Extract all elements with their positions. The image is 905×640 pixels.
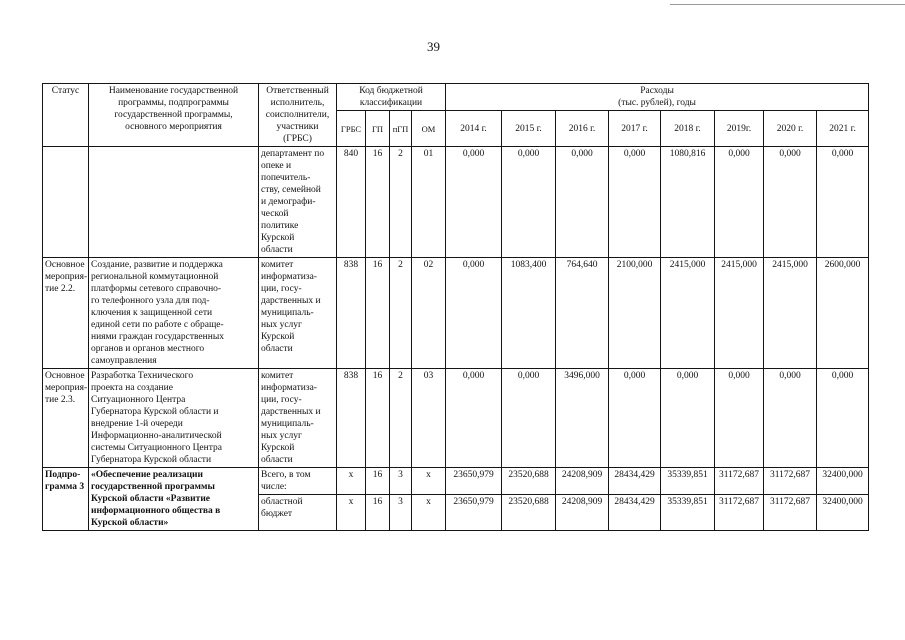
expense-2018: 1080,816 <box>661 147 715 258</box>
expense-2021: 32400,000 <box>817 468 869 495</box>
code-gp: 16 <box>366 468 390 495</box>
header-year-2017: 2017 г. <box>609 111 661 147</box>
expense-2017: 0,000 <box>609 147 661 258</box>
expense-2020: 0,000 <box>764 147 817 258</box>
code-pgp: 3 <box>390 495 412 531</box>
header-year-2015: 2015 г. <box>502 111 556 147</box>
header-year-2020: 2020 г. <box>764 111 817 147</box>
scan-edge-line <box>670 4 905 5</box>
responsible-executor: комитет информатиза- ции, госу- дарственных и муниципаль- ных услуг Курской области <box>259 258 337 369</box>
expense-2015: 23520,688 <box>502 468 556 495</box>
code-pgp: 3 <box>390 468 412 495</box>
expense-2018: 0,000 <box>661 369 715 468</box>
expense-2020: 0,000 <box>764 369 817 468</box>
row-status: Основное мероприя- тие 2.2. <box>43 258 89 369</box>
code-grbs: x <box>337 468 366 495</box>
expense-2015: 23520,688 <box>502 495 556 531</box>
expense-2017: 2100,000 <box>609 258 661 369</box>
code-pgp: 2 <box>390 258 412 369</box>
code-pgp: 2 <box>390 147 412 258</box>
responsible-executor: комитет информатиза- ции, госу- дарственных и муниципаль- ных услуг Курской области <box>259 369 337 468</box>
code-grbs: 838 <box>337 369 366 468</box>
budget-table <box>42 83 869 531</box>
expense-2015: 1083,400 <box>502 258 556 369</box>
expense-2017: 28434,429 <box>609 468 661 495</box>
table-row <box>43 147 869 258</box>
responsible-executor: департамент по опеке и попечитель- ству, семейной и демографи- ческой политике Курской области <box>259 147 337 258</box>
code-om: x <box>412 495 446 531</box>
header-code-pgp: пГП <box>390 111 412 147</box>
expense-2016: 24208,909 <box>556 468 609 495</box>
expense-2018: 35339,851 <box>661 468 715 495</box>
page-number: 39 <box>427 39 440 54</box>
expense-2021: 0,000 <box>817 369 869 468</box>
expense-2016: 0,000 <box>556 147 609 258</box>
code-om: 02 <box>412 258 446 369</box>
header-code-gp: ГП <box>366 111 390 147</box>
row-name <box>89 147 259 258</box>
header-year-2016: 2016 г. <box>556 111 609 147</box>
table-header-row <box>43 84 869 111</box>
expense-2014: 23650,979 <box>446 495 502 531</box>
header-year-2021: 2021 г. <box>817 111 869 147</box>
header-year-2019: 2019г. <box>715 111 764 147</box>
expense-2019: 31172,687 <box>715 495 764 531</box>
expense-2020: 31172,687 <box>764 468 817 495</box>
expense-2017: 28434,429 <box>609 495 661 531</box>
expense-2018: 2415,000 <box>661 258 715 369</box>
code-pgp: 2 <box>390 369 412 468</box>
row-status <box>43 147 89 258</box>
header-program-name: Наименование государственной программы, подпрограммы государственной программы, основного мероприятия <box>89 84 259 147</box>
header-budget-classification-code: Код бюджетной классификации <box>337 84 446 111</box>
expense-2014: 23650,979 <box>446 468 502 495</box>
expense-2019: 2415,000 <box>715 258 764 369</box>
code-grbs: 840 <box>337 147 366 258</box>
header-status: Статус <box>43 84 89 147</box>
expense-2014: 0,000 <box>446 147 502 258</box>
expense-2014: 0,000 <box>446 369 502 468</box>
expense-2016: 3496,000 <box>556 369 609 468</box>
code-gp: 16 <box>366 258 390 369</box>
header-responsible-executor: Ответственный исполнитель, соисполнители, участники (ГРБС) <box>259 84 337 147</box>
row-name: Разработка Технического проекта на создание Ситуационного Центра Губернатора Курской области и внедрение 1-й очереди Информационно-аналитической системы Ситуационного Центра Губернатора Курской области <box>89 369 259 468</box>
table-row <box>43 258 869 369</box>
code-gp: 16 <box>366 369 390 468</box>
row-status: Основное мероприя- тие 2.3. <box>43 369 89 468</box>
table-row <box>43 369 869 468</box>
expense-2020: 31172,687 <box>764 495 817 531</box>
expense-2017: 0,000 <box>609 369 661 468</box>
expense-2015: 0,000 <box>502 369 556 468</box>
code-gp: 16 <box>366 495 390 531</box>
responsible-executor: Всего, в том числе: <box>259 468 337 495</box>
code-grbs: 838 <box>337 258 366 369</box>
row-status: Подпро- грамма 3 <box>43 468 89 531</box>
expense-2019: 0,000 <box>715 369 764 468</box>
expense-2015: 0,000 <box>502 147 556 258</box>
code-gp: 16 <box>366 147 390 258</box>
row-name: Создание, развитие и поддержка региональной коммутационной платформы сетевого справочно- го телефонного узла для под- ключения к защищенной сети единой сети по работе с обраще- ниями граждан государственных органов и органов местного самоуправления <box>89 258 259 369</box>
expense-2020: 2415,000 <box>764 258 817 369</box>
expense-2018: 35339,851 <box>661 495 715 531</box>
expense-2021: 0,000 <box>817 147 869 258</box>
expense-2016: 764,640 <box>556 258 609 369</box>
expense-2016: 24208,909 <box>556 495 609 531</box>
responsible-executor: областной бюджет <box>259 495 337 531</box>
table-row <box>43 468 869 495</box>
expense-2021: 32400,000 <box>817 495 869 531</box>
expense-2019: 0,000 <box>715 147 764 258</box>
expense-2019: 31172,687 <box>715 468 764 495</box>
row-name: «Обеспечение реализации государственной программы Курской области «Развитие информационного общества в Курской области» <box>89 468 259 531</box>
header-code-om: ОМ <box>412 111 446 147</box>
header-code-grbs: ГРБС <box>337 111 366 147</box>
header-year-2014: 2014 г. <box>446 111 502 147</box>
code-om: x <box>412 468 446 495</box>
header-year-2018: 2018 г. <box>661 111 715 147</box>
code-om: 03 <box>412 369 446 468</box>
header-expenses: Расходы (тыс. рублей), годы <box>446 84 869 111</box>
code-om: 01 <box>412 147 446 258</box>
expense-2014: 0,000 <box>446 258 502 369</box>
code-grbs: x <box>337 495 366 531</box>
expense-2021: 2600,000 <box>817 258 869 369</box>
